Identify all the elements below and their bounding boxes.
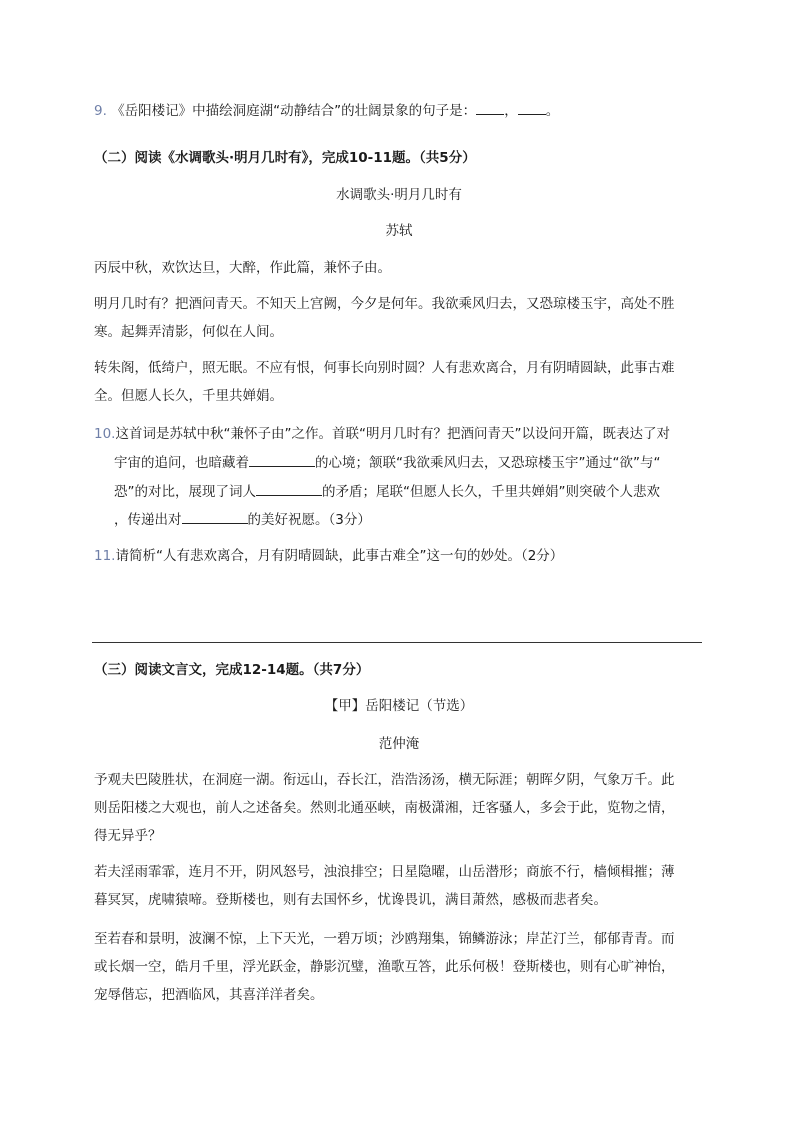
question-11 [94,546,704,566]
passage-line: 或长烟一空，皓月千里，浮光跃金，静影沉璧，渔歌互答，此乐何极！登斯楼也，则有心旷神怡， [94,959,675,975]
question-text: 《岳阳楼记》中描绘洞庭湖“动静结合”的壮阔景象的句子是： [111,103,477,119]
question-text: 这首词是苏轼中秋“兼怀子由”之作。首联“明月几时有？把酒问青天”以设问开篇，既表达了对 [115,426,670,442]
answer-blank[interactable] [518,100,546,115]
section-heading: （二）阅读《水调歌头·明月几时有》，完成10-11题。（共5分） [94,150,476,166]
passage-line: 暮冥冥，虎啸猿啼。登斯楼也，则有去国怀乡，忧谗畏讥，满目萧然，感极而悲者矣。 [94,892,607,908]
passage-line: 得无异乎？ [94,828,162,844]
question-text: 恐”的对比，展现了词人 [114,484,256,500]
question-10-line [114,452,724,473]
separator: ， [504,103,518,119]
answer-blank[interactable] [476,100,504,115]
poem-line: 寒。起舞弄清影，何似在人间。 [94,324,283,340]
question-text: 请简析“人有悲欢离合，月有阴晴圆缺，此事古难全”这一句的妙处。（2分） [115,548,564,564]
end-mark: 。 [545,103,560,119]
poem-line: 转朱阁，低绮户，照无眠。不应有恨，何事长向别时圆？人有悲欢离合，月有阴晴圆缺，此事古难 [94,360,675,376]
question-10-line [114,509,724,530]
poem-author: 苏轼 [385,223,413,239]
question-text: 的矛盾；尾联“但愿人长久，千里共婵娟”则突破个人悲欢 [322,484,660,500]
question-number: 10. [94,426,116,442]
passage-title: 【甲】岳阳楼记（节选） [324,698,474,714]
poem-title: 水调歌头·明月几时有 [336,187,462,203]
question-10-line [114,481,724,502]
passage-author: 范仲淹 [378,736,420,752]
section-heading: （三）阅读文言文，完成12-14题。（共7分） [94,662,370,678]
poem-line: 全。但愿人长久，千里共婵娟。 [94,388,283,404]
passage-line: 至若春和景明，波澜不惊，上下天光，一碧万顷；沙鸥翔集，锦鳞游泳；岸芷汀兰，郁郁青青。而 [94,931,675,947]
question-text: ，传递出对 [114,512,182,528]
poem-line: 明月几时有？把酒问青天。不知天上宫阙，今夕是何年。我欲乘风归去，又恐琼楼玉宇，高处不胜 [94,296,675,312]
answer-blank[interactable] [249,452,315,467]
answer-blank[interactable] [256,481,322,496]
question-text: 的美好祝愿。（3分） [247,512,371,528]
question-9 [94,100,704,121]
question-text: 的心境；颔联“我欲乘风归去，又恐琼楼玉宇”通过“欲”与“ [315,455,661,471]
passage-line: 则岳阳楼之大观也，前人之述备矣。然则北通巫峡，南极潇湘，迁客骚人，多会于此，览物之情， [94,800,675,816]
question-number: 11. [94,548,116,564]
question-text: 宇宙的追问，也暗藏着 [114,455,249,471]
divider [92,642,702,643]
question-10-line [94,424,704,444]
answer-blank[interactable] [182,509,248,524]
passage-line: 若夫淫雨霏霏，连月不开，阴风怒号，浊浪排空；日星隐曜，山岳潜形；商旅不行，樯倾楫摧；薄 [94,864,675,880]
passage-line: 宠辱偕忘，把酒临风，其喜洋洋者矣。 [94,987,324,1003]
passage-line: 予观夫巴陵胜状，在洞庭一湖。衔远山，吞长江，浩浩汤汤，横无际涯；朝晖夕阴，气象万千。此 [94,772,675,788]
poem-preface: 丙辰中秋，欢饮达旦，大醉，作此篇，兼怀子由。 [94,260,391,276]
question-number: 9. [94,103,107,119]
